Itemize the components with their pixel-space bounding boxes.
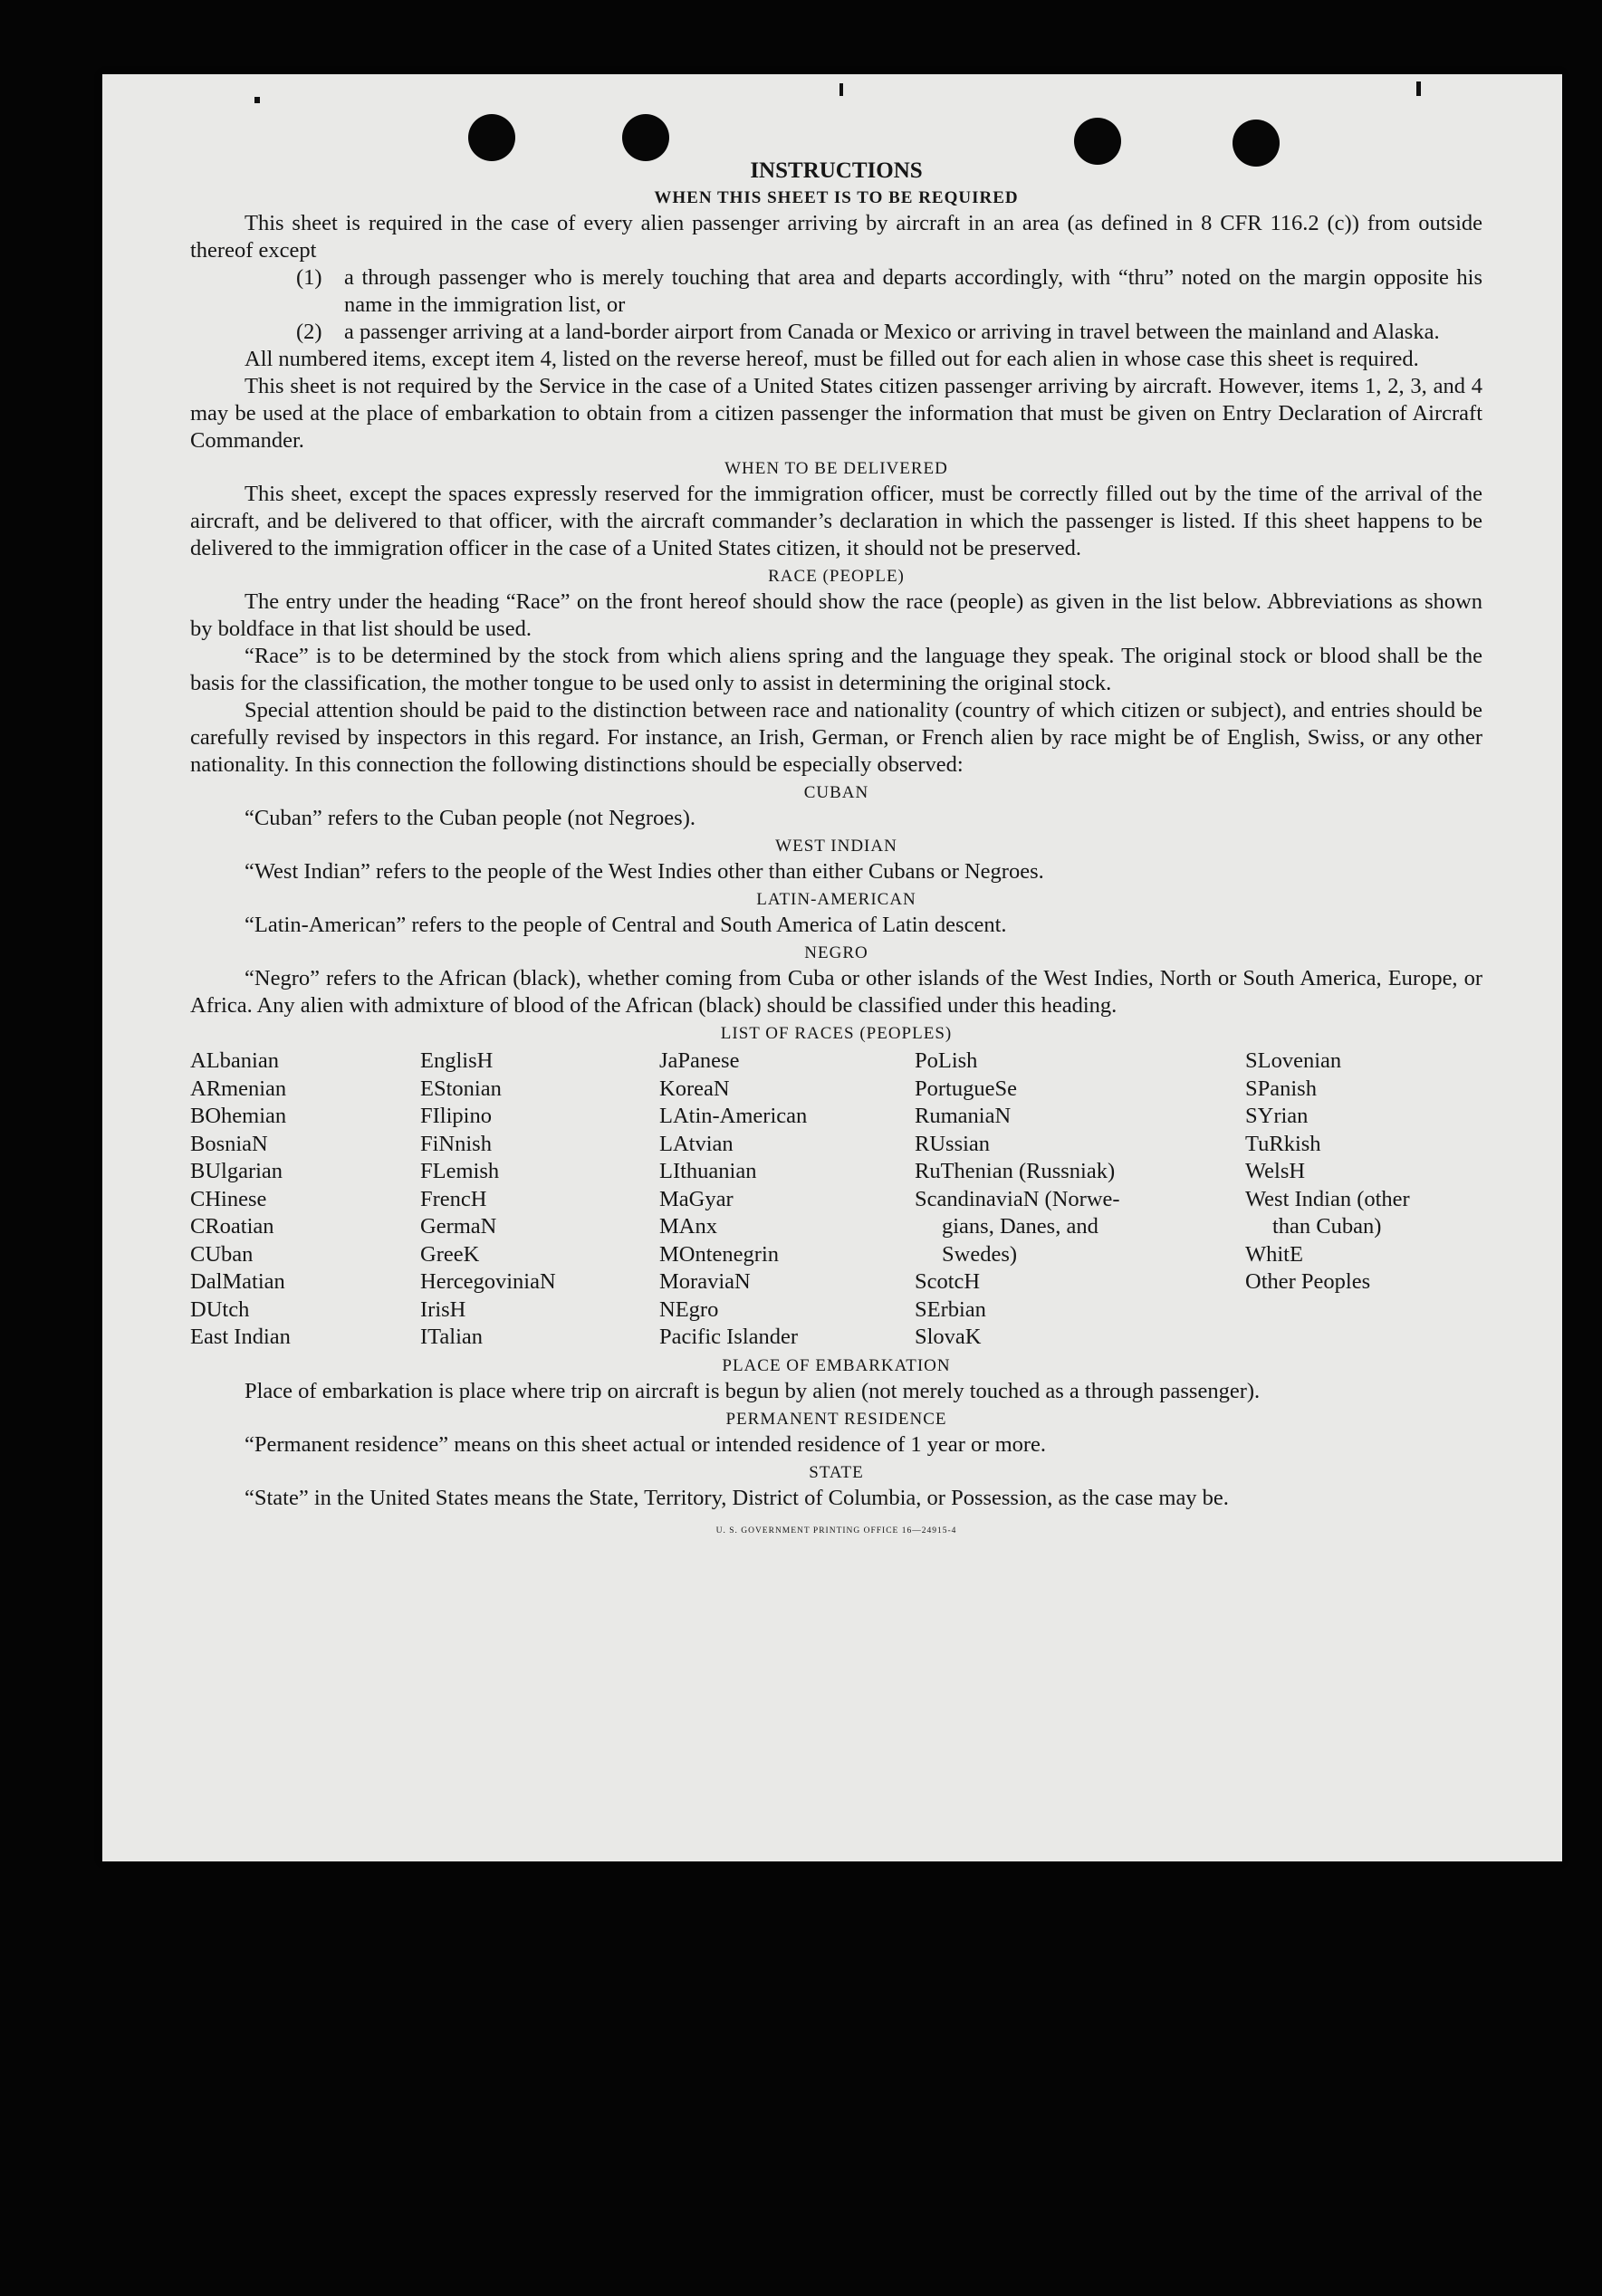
item-text: a passenger arriving at a land-border airport from Canada or Mexico or arriving in travel between the mainland and Alaska. <box>344 320 1440 344</box>
section-heading: LATIN-AMERICAN <box>756 890 916 909</box>
race-entry: KoreaN <box>659 1076 730 1101</box>
race-entry: CHinese <box>190 1186 267 1211</box>
punch-hole <box>468 114 515 161</box>
race-entry: MOntenegrin <box>659 1241 779 1267</box>
race-entry: FIlipino <box>420 1104 492 1128</box>
paragraph: “Race” is to be determined by the stock from which aliens spring and the language they speak. The original stock or blood shall be the basis for the classification, the mother tongue to be used only to assist in determining the original stock. <box>190 644 1482 695</box>
list-item <box>190 264 1482 319</box>
item-text: a through passenger who is merely touching that area and departs accordingly, with “thru” noted on the margin opposite his name in the immigration list, or <box>344 265 1482 317</box>
paragraph: “Latin-American” refers to the people of Central and South America of Latin descent. <box>245 913 1007 937</box>
race-entry-continued: Swedes) <box>942 1241 1018 1267</box>
race-entry: DUtch <box>190 1296 250 1322</box>
race-entry: NEgro <box>659 1296 719 1322</box>
race-entry: West Indian (other <box>1245 1186 1410 1211</box>
race-entry: CRoatian <box>190 1214 274 1239</box>
race-entry: BUlgarian <box>190 1159 283 1183</box>
paragraph: This sheet is required in the case of every alien passenger arriving by aircraft in an area (as defined in 8 CFR 116.2 (c)) from outside thereof except <box>190 211 1482 263</box>
race-entry: Other Peoples <box>1245 1269 1371 1294</box>
race-entry: RUssian <box>915 1131 991 1156</box>
paragraph: This sheet, except the spaces expressly reserved for the immigration officer, must be correctly filled out by the time of the arrival of the aircraft, and be delivered to that officer, with the aircraft commander’s declaration in which the passenger is listed. If this sheet happens to be delivered to the immigration officer in the case of a United States citizen, it should not be preserved. <box>190 482 1482 560</box>
race-entry: MoraviaN <box>659 1269 751 1294</box>
race-entry: LAtin-American <box>659 1104 808 1128</box>
race-entry: RumaniaN <box>915 1104 1012 1128</box>
race-entry: Pacific Islander <box>659 1325 799 1349</box>
race-entry: EnglisH <box>420 1048 494 1073</box>
race-entry: BOhemian <box>190 1104 287 1128</box>
race-column <box>1245 1048 1482 1352</box>
paragraph: Special attention should be paid to the distinction between race and nationality (country of which citizen or subject), and entries should be carefully revised by inspectors in this regard. For instance, an Irish, German, or French alien by race might be of English, Swiss, or any other nationality. In this connection the following distinctions should be especially observed: <box>190 698 1482 777</box>
punch-hole <box>622 114 669 161</box>
race-column <box>659 1048 915 1352</box>
race-entry: WhitE <box>1245 1241 1303 1267</box>
race-entry: ScandinaviaN (Norwe- <box>915 1186 1120 1211</box>
race-entry: FLemish <box>420 1159 500 1183</box>
paragraph: “State” in the United States means the State, Territory, District of Columbia, or Possession, as the case may be. <box>245 1485 1229 1510</box>
race-entry-continued: than Cuban) <box>1272 1214 1382 1239</box>
race-column <box>915 1048 1245 1352</box>
paragraph: Place of embarkation is place where trip on aircraft is begun by alien (not merely touched as a through passenger). <box>245 1378 1261 1403</box>
paragraph: The entry under the heading “Race” on the front hereof should show the race (people) as given in the list below. Abbreviations as shown by boldface in that list should be used. <box>190 589 1482 641</box>
paragraph: “Negro” refers to the African (black), whether coming from Cuba or other islands of the West Indies, North or South America, Europe, or Africa. Any alien with admixture of blood of the African (black) should be classified under this heading. <box>190 966 1482 1018</box>
section-heading: WEST INDIAN <box>775 837 897 856</box>
paragraph: “West Indian” refers to the people of the West Indies other than either Cubans or Negroes. <box>245 859 1044 884</box>
race-entry: TuRkish <box>1245 1131 1321 1156</box>
race-entry: DalMatian <box>190 1269 285 1294</box>
race-entry: CUban <box>190 1241 254 1267</box>
item-number: (2) <box>296 320 322 344</box>
race-entry: GreeK <box>420 1241 480 1267</box>
race-column <box>190 1048 420 1352</box>
race-entry: PortugueSe <box>915 1076 1017 1101</box>
section-heading: PLACE OF EMBARKATION <box>722 1355 951 1375</box>
section-heading: PERMANENT RESIDENCE <box>725 1409 947 1429</box>
race-entry: FrencH <box>420 1186 487 1211</box>
race-entry: SErbian <box>915 1296 986 1322</box>
section-heading: STATE <box>809 1462 864 1482</box>
race-entry: RuThenian (Russniak) <box>915 1159 1116 1183</box>
race-entry: ALbanian <box>190 1048 279 1073</box>
race-entry: SPanish <box>1245 1076 1317 1101</box>
race-entry: SlovaK <box>915 1325 982 1349</box>
race-entry: FiNnish <box>420 1131 492 1156</box>
paragraph: “Cuban” refers to the Cuban people (not Negroes). <box>245 806 695 830</box>
race-entry: ITalian <box>420 1325 484 1349</box>
race-entry: JaPanese <box>659 1048 740 1073</box>
race-entry: LIthuanian <box>659 1159 757 1183</box>
race-entry: MAnx <box>659 1214 717 1239</box>
speck <box>839 83 843 96</box>
race-entry: BosniaN <box>190 1131 268 1156</box>
race-entry: HercegoviniaN <box>420 1269 556 1294</box>
section-heading: RACE (PEOPLE) <box>768 567 905 586</box>
section-heading: WHEN THIS SHEET IS TO BE REQUIRED <box>654 188 1019 207</box>
speck <box>1416 81 1421 96</box>
section-heading: CUBAN <box>803 783 869 802</box>
document-sheet <box>102 74 1562 1861</box>
race-entry: East Indian <box>190 1325 291 1349</box>
race-entry: IrisH <box>420 1296 466 1322</box>
race-entry: WelsH <box>1245 1159 1306 1183</box>
section-heading: WHEN TO BE DELIVERED <box>724 459 948 478</box>
paragraph: “Permanent residence” means on this sheet actual or intended residence of 1 year or more. <box>245 1431 1047 1457</box>
race-column <box>420 1048 659 1352</box>
section-heading: NEGRO <box>804 943 868 962</box>
race-entry: ScotcH <box>915 1269 981 1294</box>
item-number: (1) <box>296 265 322 290</box>
list-item <box>190 319 1482 346</box>
speck <box>254 97 260 103</box>
race-entry: MaGyar <box>659 1186 734 1211</box>
paragraph: All numbered items, except item 4, listed on the reverse hereof, must be filled out for each alien in whose case this sheet is required. <box>245 347 1419 371</box>
paragraph: This sheet is not required by the Service in the case of a United States citizen passenger arriving by aircraft. However, items 1, 2, 3, and 4 may be used at the place of embarkation to obtain from a citizen passenger the information that must be given on Entry Declaration of Aircraft Commander. <box>190 374 1482 453</box>
race-entry: SYrian <box>1245 1104 1309 1128</box>
race-entry: SLovenian <box>1245 1048 1342 1073</box>
race-list <box>190 1048 1482 1352</box>
race-entry: GermaN <box>420 1214 497 1239</box>
race-entry: PoLish <box>915 1048 978 1073</box>
race-entry: ARmenian <box>190 1076 287 1101</box>
instructions-content <box>190 158 1482 1545</box>
race-entry: LAtvian <box>659 1131 734 1156</box>
printer-imprint: U. S. GOVERNMENT PRINTING OFFICE 16—24915-4 <box>715 1526 957 1535</box>
section-heading: LIST OF RACES (PEOPLES) <box>720 1024 953 1043</box>
page-title: INSTRUCTIONS <box>750 158 923 183</box>
race-entry-continued: gians, Danes, and <box>942 1214 1098 1239</box>
race-entry: EStonian <box>420 1076 502 1101</box>
